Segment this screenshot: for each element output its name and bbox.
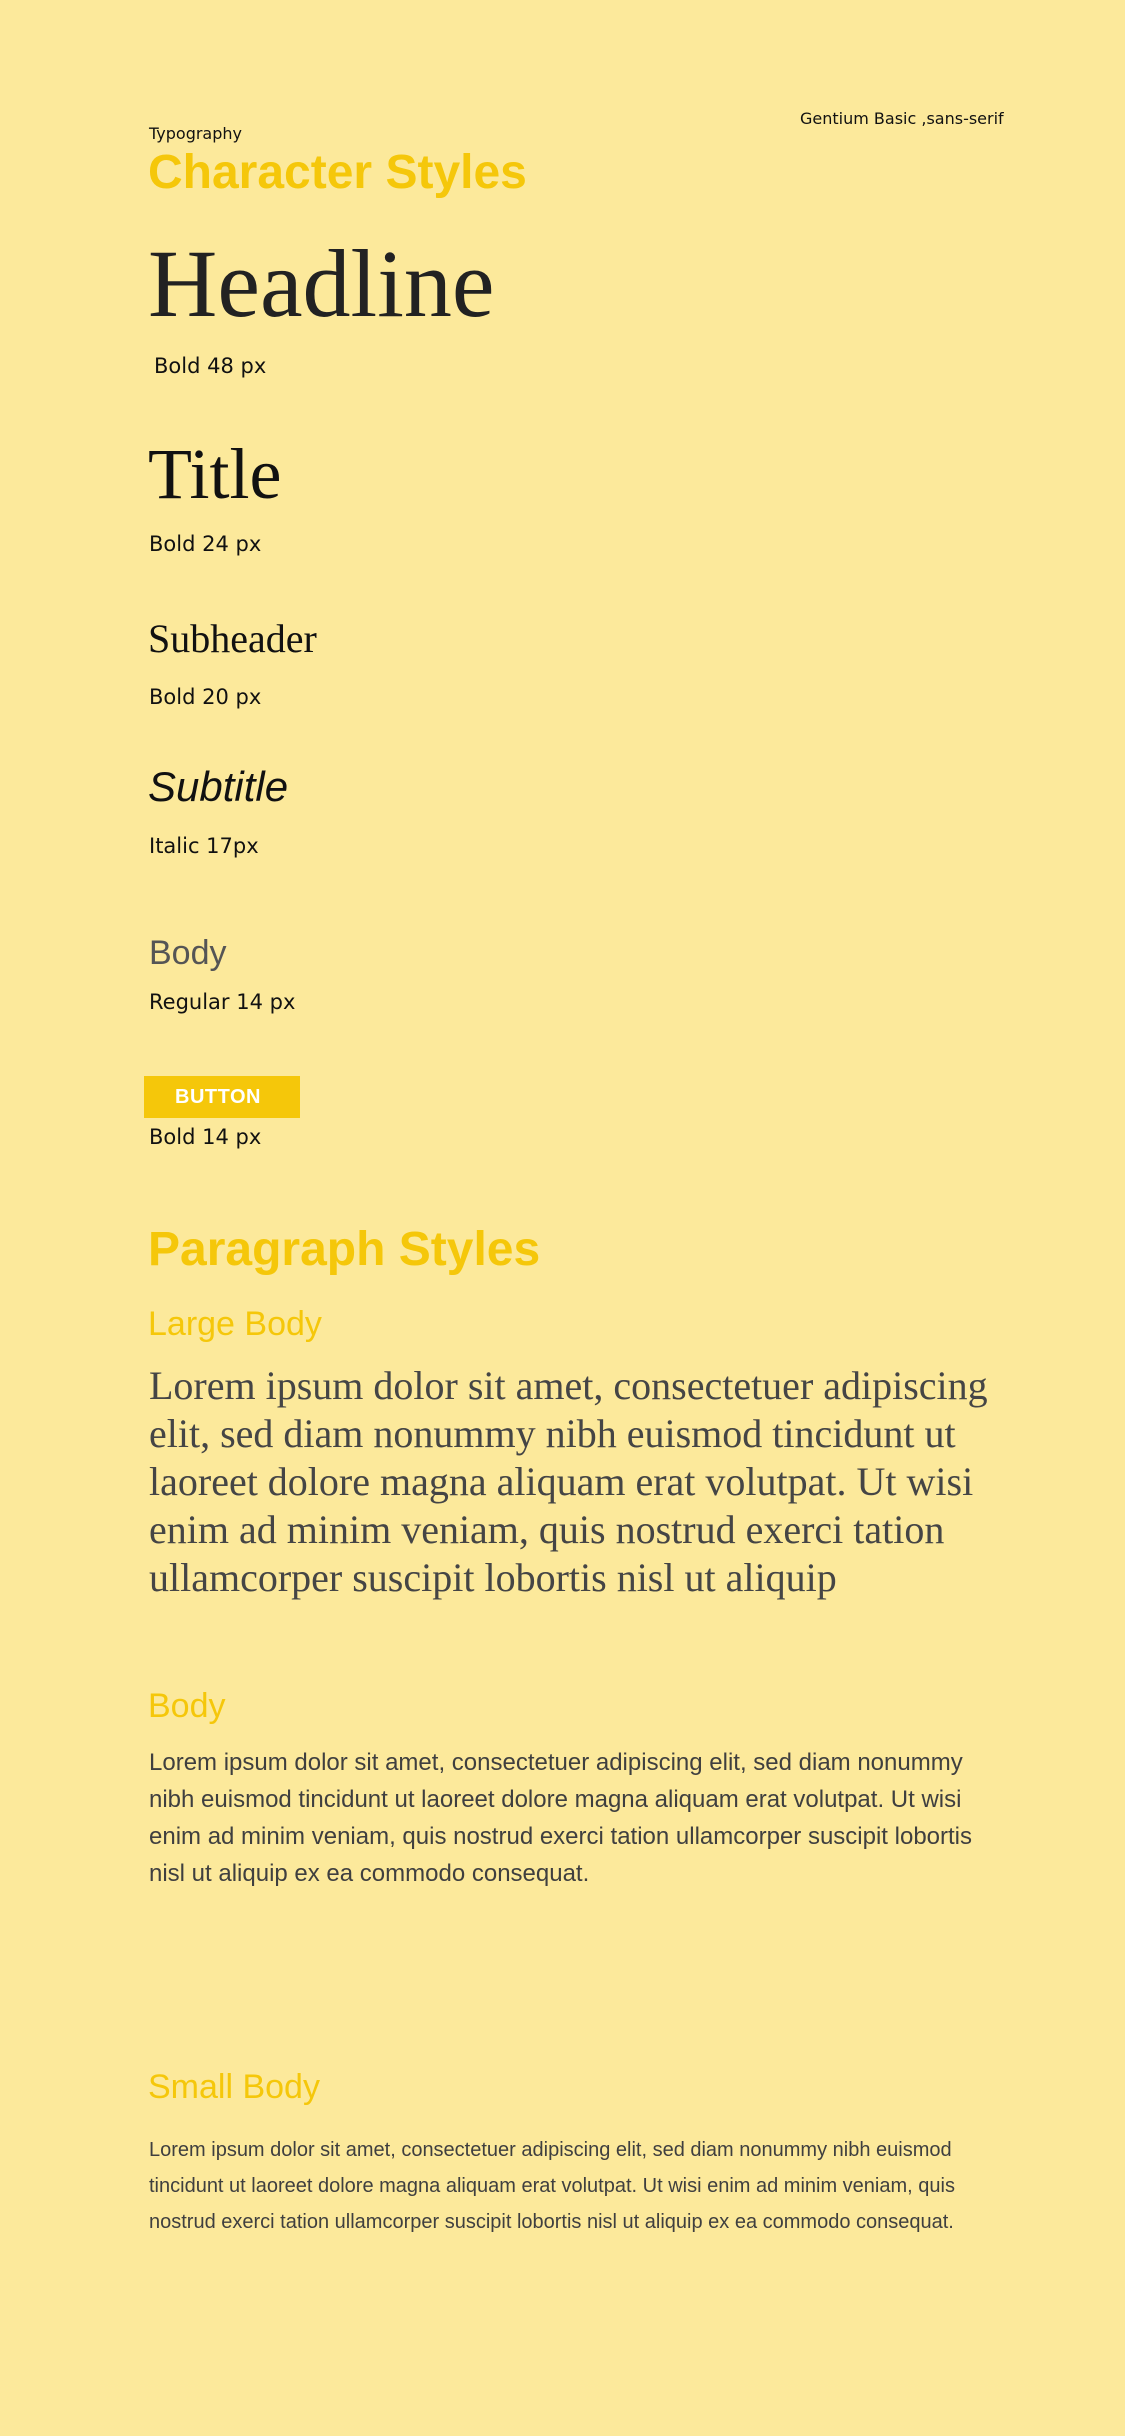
small-body-label: Small Body <box>148 2068 320 2106</box>
large-body-paragraph: Lorem ipsum dolor sit amet, consectetuer adipiscing elit, sed diam nonummy nibh euismod tincidunt ut laoreet dolore magna aliquam erat volutpat. Ut wisi enim ad minim veniam, quis nostrud exerci tation ullamcorper suscipit lobortis nisl ut aliquip <box>149 1363 988 1600</box>
section-label: Typography <box>149 124 242 143</box>
subtitle-sample: Subtitle <box>148 763 289 810</box>
large-body-label: Large Body <box>148 1305 322 1343</box>
headline-spec: Bold 48 px <box>154 354 267 378</box>
headline-sample: Headline <box>148 230 495 337</box>
subtitle-spec: Italic 17px <box>149 834 259 858</box>
font-family-note: Gentium Basic ,sans-serif <box>800 109 1004 128</box>
character-styles-title: Character Styles <box>148 146 527 199</box>
button-spec: Bold 14 px <box>149 1125 262 1149</box>
body-label: Body <box>148 1687 226 1725</box>
paragraph-styles-title: Paragraph Styles <box>148 1223 541 1276</box>
body-sample: Body <box>149 934 227 972</box>
subheader-spec: Bold 20 px <box>149 685 262 709</box>
small-body-paragraph: Lorem ipsum dolor sit amet, consectetuer adipiscing elit, sed diam nonummy nibh euismod tincidunt ut laoreet dolore magna aliquam erat volutpat. Ut wisi enim ad minim veniam, quis nostrud exerci tation ullamcorper suscipit lobortis nisl ut aliquip ex ea commodo consequat. <box>149 2139 955 2233</box>
title-sample: Title <box>148 434 282 514</box>
body-paragraph: Lorem ipsum dolor sit amet, consectetuer adipiscing elit, sed diam nonummy nibh euismod tincidunt ut laoreet dolore magna aliquam erat volutpat. Ut wisi enim ad minim veniam, quis nostrud exerci tation ullamcorper suscipit lobortis nisl ut aliquip ex ea commodo consequat. <box>149 1749 973 1887</box>
subheader-sample: Subheader <box>148 616 317 661</box>
body-spec: Regular 14 px <box>149 990 296 1014</box>
title-spec: Bold 24 px <box>149 532 262 556</box>
sample-button[interactable]: BUTTON <box>144 1076 300 1118</box>
